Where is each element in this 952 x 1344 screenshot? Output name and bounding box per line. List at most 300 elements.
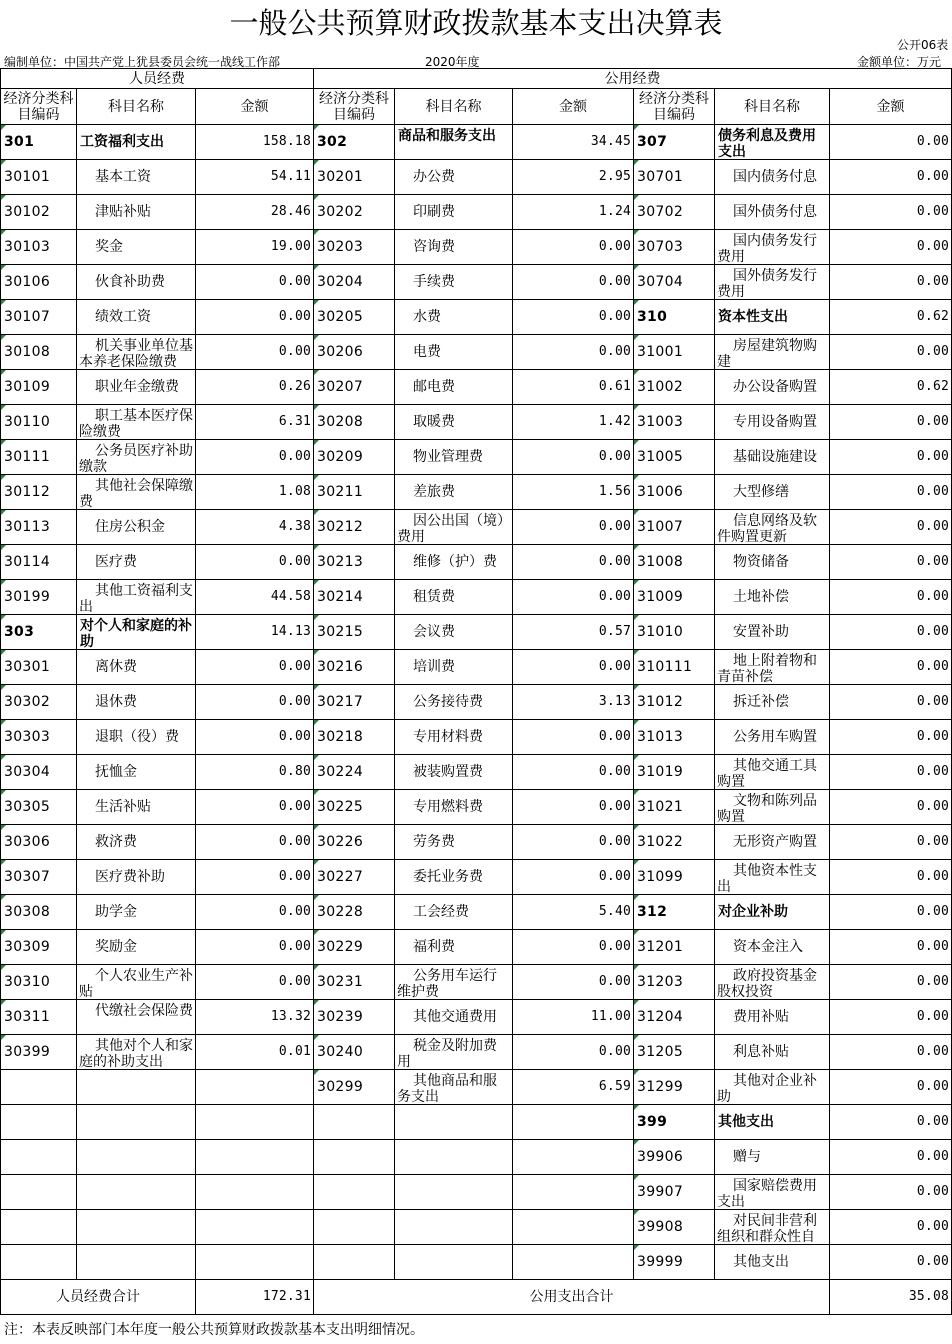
table-cell-amount: 0.00	[196, 335, 314, 370]
table-cell-amount: 0.00	[830, 790, 952, 825]
table-cell-name: 个人农业生产补贴	[77, 965, 196, 1000]
table-cell-code: 301	[0, 125, 77, 160]
table-cell-name: 公务用车购置	[715, 720, 830, 755]
col-header-code: 经济分类科目编码	[634, 89, 715, 125]
table-cell-amount: 6.31	[196, 405, 314, 440]
table-cell-name: 地上附着物和青苗补偿	[715, 650, 830, 685]
table-cell-name	[77, 1210, 196, 1245]
table-cell-code: 30307	[0, 860, 77, 895]
table-cell-amount: 0.00	[830, 160, 952, 195]
table-cell-name: 住房公积金	[77, 510, 196, 545]
table-cell-name: 专用燃料费	[395, 790, 513, 825]
table-cell-code: 31021	[634, 790, 715, 825]
table-cell-amount: 0.00	[513, 650, 634, 685]
table-cell-code: 30211	[314, 475, 395, 510]
col-header-name: 科目名称	[77, 89, 196, 125]
table-cell-code: 31012	[634, 685, 715, 720]
table-cell-code: 30113	[0, 510, 77, 545]
table-cell-amount: 0.00	[196, 545, 314, 580]
table-cell-code: 31019	[634, 755, 715, 790]
table-cell-amount: 0.00	[830, 755, 952, 790]
table-cell-name	[395, 1245, 513, 1280]
table-cell-code: 30226	[314, 825, 395, 860]
table-cell-name	[77, 1070, 196, 1105]
table-cell-code: 30111	[0, 440, 77, 475]
table-cell-name: 被装购置费	[395, 755, 513, 790]
table-cell-amount: 0.00	[830, 335, 952, 370]
table-cell-amount: 34.45	[513, 125, 634, 160]
table-cell-name: 抚恤金	[77, 755, 196, 790]
table-cell-amount: 44.58	[196, 580, 314, 615]
table-cell-name: 其他资本性支出	[715, 860, 830, 895]
table-cell-code	[0, 1070, 77, 1105]
table-cell-code: 30303	[0, 720, 77, 755]
table-cell-amount: 0.00	[830, 720, 952, 755]
table-cell-amount: 0.00	[196, 650, 314, 685]
table-cell-amount	[196, 1140, 314, 1175]
table-cell-name: 国内债务发行费用	[715, 230, 830, 265]
table-cell-amount: 0.00	[196, 860, 314, 895]
table-cell-code: 30206	[314, 335, 395, 370]
table-cell-name: 奖金	[77, 230, 196, 265]
table-cell-amount: 0.00	[830, 195, 952, 230]
table-cell-code: 30240	[314, 1035, 395, 1070]
table-cell-code	[0, 1140, 77, 1175]
table-cell-code: 31205	[634, 1035, 715, 1070]
table-cell-code: 30701	[634, 160, 715, 195]
table-cell-amount: 0.00	[196, 685, 314, 720]
table-cell-code: 30209	[314, 440, 395, 475]
table-cell-code: 310111	[634, 650, 715, 685]
table-cell-code: 31009	[634, 580, 715, 615]
table-cell-name: 其他对个人和家庭的补助支出	[77, 1035, 196, 1070]
table-cell-amount: 0.00	[830, 615, 952, 650]
table-cell-name: 利息补贴	[715, 1035, 830, 1070]
table-cell-amount: 0.00	[830, 125, 952, 160]
table-cell-amount: 1.24	[513, 195, 634, 230]
section-personnel: 人员经费	[0, 68, 314, 89]
table-cell-name: 土地补偿	[715, 580, 830, 615]
table-cell-code: 39999	[634, 1245, 715, 1280]
table-cell-amount: 0.00	[513, 790, 634, 825]
table-cell-name: 对民间非营利组织和群众性自	[715, 1210, 830, 1245]
table-cell-name: 手续费	[395, 265, 513, 300]
public-total-value: 35.08	[830, 1280, 952, 1315]
table-cell-amount	[513, 1105, 634, 1140]
table-cell-amount: 0.62	[830, 300, 952, 335]
table-cell-amount: 0.00	[830, 1210, 952, 1245]
table-cell-amount: 0.00	[196, 930, 314, 965]
table-cell-code: 30231	[314, 965, 395, 1000]
table-cell-amount	[196, 1245, 314, 1280]
table-cell-name: 会议费	[395, 615, 513, 650]
table-cell-code: 30114	[0, 545, 77, 580]
table-cell-code: 31002	[634, 370, 715, 405]
table-cell-code: 30213	[314, 545, 395, 580]
table-cell-name: 商品和服务支出	[395, 125, 513, 160]
table-cell-name: 专用设备购置	[715, 405, 830, 440]
table-cell-code: 30224	[314, 755, 395, 790]
table-cell-name: 因公出国（境）费用	[395, 510, 513, 545]
table-cell-name: 税金及附加费用	[395, 1035, 513, 1070]
table-cell-amount: 0.00	[196, 895, 314, 930]
table-cell-amount: 0.00	[196, 825, 314, 860]
table-cell-amount: 14.13	[196, 615, 314, 650]
table-cell-amount: 0.00	[513, 300, 634, 335]
table-cell-amount	[196, 1210, 314, 1245]
table-cell-amount: 5.40	[513, 895, 634, 930]
compiling-unit: 编制单位：中国共产党上犹县委员会统一战线工作部	[4, 55, 281, 69]
table-cell-code: 30102	[0, 195, 77, 230]
table-cell-amount: 0.00	[830, 510, 952, 545]
table-cell-code: 310	[634, 300, 715, 335]
table-cell-code: 31013	[634, 720, 715, 755]
table-cell-name	[395, 1210, 513, 1245]
table-cell-name: 生活补贴	[77, 790, 196, 825]
table-cell-amount: 19.00	[196, 230, 314, 265]
table-cell-amount: 0.00	[830, 230, 952, 265]
table-cell-name: 资本性支出	[715, 300, 830, 335]
table-cell-code: 30229	[314, 930, 395, 965]
table-cell-name: 离休费	[77, 650, 196, 685]
table-cell-code: 30227	[314, 860, 395, 895]
table-cell-name: 退职（役）费	[77, 720, 196, 755]
table-cell-code: 30306	[0, 825, 77, 860]
table-cell-amount	[196, 1105, 314, 1140]
table-cell-name: 其他支出	[715, 1105, 830, 1140]
table-cell-code	[314, 1175, 395, 1210]
table-cell-name: 助学金	[77, 895, 196, 930]
table-cell-code: 31299	[634, 1070, 715, 1105]
table-cell-name: 无形资产购置	[715, 825, 830, 860]
table-cell-amount: 0.26	[196, 370, 314, 405]
personnel-total-value: 172.31	[196, 1280, 314, 1315]
table-cell-amount: 0.00	[513, 825, 634, 860]
table-cell-code: 307	[634, 125, 715, 160]
table-cell-code: 30225	[314, 790, 395, 825]
table-cell-code: 31204	[634, 1000, 715, 1035]
table-cell-name: 奖励金	[77, 930, 196, 965]
col-header-amount: 金额	[196, 89, 314, 125]
amount-unit: 金额单位：万元	[857, 55, 942, 69]
table-cell-amount: 1.42	[513, 405, 634, 440]
table-cell-code: 31005	[634, 440, 715, 475]
table-cell-name: 工资福利支出	[77, 125, 196, 160]
table-cell-name: 其他对企业补助	[715, 1070, 830, 1105]
table-cell-amount: 11.00	[513, 1000, 634, 1035]
table-cell-amount: 0.00	[196, 440, 314, 475]
table-cell-code: 31022	[634, 825, 715, 860]
table-cell-amount: 0.80	[196, 755, 314, 790]
table-cell-code: 30310	[0, 965, 77, 1000]
table-cell-name: 其他社会保障缴费	[77, 475, 196, 510]
table-cell-name	[395, 1175, 513, 1210]
table-cell-name	[77, 1245, 196, 1280]
table-cell-amount: 0.00	[830, 825, 952, 860]
table-cell-name: 费用补贴	[715, 1000, 830, 1035]
table-cell-code: 30101	[0, 160, 77, 195]
table-cell-amount: 0.00	[830, 405, 952, 440]
table-cell-name	[77, 1140, 196, 1175]
table-cell-code: 39906	[634, 1140, 715, 1175]
table-cell-amount: 0.00	[196, 265, 314, 300]
table-cell-name: 邮电费	[395, 370, 513, 405]
table-cell-name: 劳务费	[395, 825, 513, 860]
table-cell-amount: 0.00	[830, 1140, 952, 1175]
table-cell-name: 救济费	[77, 825, 196, 860]
table-cell-amount: 0.00	[513, 335, 634, 370]
table-cell-code: 30216	[314, 650, 395, 685]
table-cell-amount: 0.00	[830, 440, 952, 475]
table-cell-code: 30109	[0, 370, 77, 405]
table-cell-code: 30203	[314, 230, 395, 265]
table-cell-code: 30214	[314, 580, 395, 615]
table-cell-amount: 0.00	[830, 650, 952, 685]
col-header-name: 科目名称	[715, 89, 830, 125]
table-cell-name: 机关事业单位基本养老保险缴费	[77, 335, 196, 370]
table-cell-amount: 0.00	[513, 930, 634, 965]
table-cell-amount	[513, 1210, 634, 1245]
table-cell-code: 31201	[634, 930, 715, 965]
table-cell-name: 公务用车运行维护费	[395, 965, 513, 1000]
table-cell-name: 国外债务付息	[715, 195, 830, 230]
table-cell-code	[314, 1245, 395, 1280]
table-cell-amount: 0.00	[513, 720, 634, 755]
table-cell-code: 30311	[0, 1000, 77, 1035]
table-cell-amount: 54.11	[196, 160, 314, 195]
expenditure-table	[0, 68, 952, 1316]
table-cell-name: 伙食补助费	[77, 265, 196, 300]
table-cell-code: 30110	[0, 405, 77, 440]
table-cell-name: 办公设备购置	[715, 370, 830, 405]
table-cell-amount: 0.01	[196, 1035, 314, 1070]
table-cell-name: 工会经费	[395, 895, 513, 930]
table-cell-amount: 158.18	[196, 125, 314, 160]
table-cell-code: 30204	[314, 265, 395, 300]
table-cell-amount: 0.00	[196, 300, 314, 335]
table-cell-code	[0, 1245, 77, 1280]
table-cell-code: 399	[634, 1105, 715, 1140]
table-cell-code: 30207	[314, 370, 395, 405]
table-cell-amount: 0.00	[830, 475, 952, 510]
table-cell-amount: 0.00	[513, 230, 634, 265]
table-cell-name: 债务利息及费用支出	[715, 125, 830, 160]
table-cell-code: 31203	[634, 965, 715, 1000]
table-cell-name: 拆迁补偿	[715, 685, 830, 720]
table-cell-amount	[513, 1175, 634, 1210]
table-cell-name: 物资储备	[715, 545, 830, 580]
table-cell-name: 维修（护）费	[395, 545, 513, 580]
col-header-amount: 金额	[830, 89, 952, 125]
table-cell-amount: 0.00	[513, 580, 634, 615]
table-cell-code: 30703	[634, 230, 715, 265]
table-cell-code: 31006	[634, 475, 715, 510]
table-cell-code: 30302	[0, 685, 77, 720]
table-cell-amount: 2.95	[513, 160, 634, 195]
table-cell-code: 31010	[634, 615, 715, 650]
table-cell-name: 资本金注入	[715, 930, 830, 965]
table-cell-code: 30299	[314, 1070, 395, 1105]
table-cell-code: 312	[634, 895, 715, 930]
table-cell-name: 绩效工资	[77, 300, 196, 335]
table-cell-code: 31007	[634, 510, 715, 545]
table-cell-amount	[196, 1175, 314, 1210]
table-cell-code	[0, 1105, 77, 1140]
table-cell-amount: 0.00	[513, 755, 634, 790]
table-cell-code: 30308	[0, 895, 77, 930]
table-cell-amount: 0.00	[830, 1000, 952, 1035]
table-cell-amount: 0.00	[513, 440, 634, 475]
table-cell-code	[314, 1105, 395, 1140]
table-cell-code: 31003	[634, 405, 715, 440]
table-cell-code: 30208	[314, 405, 395, 440]
table-cell-amount: 0.62	[830, 370, 952, 405]
table-cell-amount: 0.00	[513, 510, 634, 545]
table-cell-name: 咨询费	[395, 230, 513, 265]
table-cell-amount: 0.00	[513, 265, 634, 300]
table-cell-name	[77, 1175, 196, 1210]
table-cell-amount: 4.38	[196, 510, 314, 545]
table-cell-code: 30215	[314, 615, 395, 650]
col-header-name: 科目名称	[395, 89, 513, 125]
table-cell-name: 培训费	[395, 650, 513, 685]
table-cell-amount	[513, 1140, 634, 1175]
table-cell-amount: 0.00	[830, 1105, 952, 1140]
table-cell-code: 30108	[0, 335, 77, 370]
table-cell-code: 30212	[314, 510, 395, 545]
table-cell-amount: 0.00	[830, 895, 952, 930]
table-cell-name: 基础设施建设	[715, 440, 830, 475]
table-cell-name: 其他工资福利支出	[77, 580, 196, 615]
table-cell-code: 30305	[0, 790, 77, 825]
table-cell-name: 其他交通费用	[395, 1000, 513, 1035]
table-cell-name	[77, 1105, 196, 1140]
table-cell-name: 津贴补贴	[77, 195, 196, 230]
public-total-label: 公用支出合计	[314, 1280, 830, 1315]
table-cell-amount: 0.00	[830, 265, 952, 300]
table-cell-code: 30202	[314, 195, 395, 230]
table-cell-name: 印刷费	[395, 195, 513, 230]
table-cell-code: 30217	[314, 685, 395, 720]
table-cell-amount: 0.00	[830, 545, 952, 580]
table-cell-name: 办公费	[395, 160, 513, 195]
table-cell-code: 30103	[0, 230, 77, 265]
table-cell-amount: 0.61	[513, 370, 634, 405]
table-cell-amount: 0.00	[830, 1070, 952, 1105]
table-cell-name: 代缴社会保险费	[77, 1000, 196, 1035]
table-cell-name: 大型修缮	[715, 475, 830, 510]
table-cell-name: 政府投资基金股权投资	[715, 965, 830, 1000]
table-cell-amount: 0.00	[830, 965, 952, 1000]
table-cell-name: 其他商品和服务支出	[395, 1070, 513, 1105]
table-cell-name: 水费	[395, 300, 513, 335]
table-cell-code	[314, 1210, 395, 1245]
table-cell-amount: 0.57	[513, 615, 634, 650]
table-cell-code: 31001	[634, 335, 715, 370]
table-cell-code: 30399	[0, 1035, 77, 1070]
table-cell-name: 信息网络及软件购置更新	[715, 510, 830, 545]
table-cell-name: 其他支出	[715, 1245, 830, 1280]
section-public: 公用经费	[314, 68, 952, 89]
table-cell-amount: 1.56	[513, 475, 634, 510]
table-cell-name: 医疗费补助	[77, 860, 196, 895]
table-cell-code: 30218	[314, 720, 395, 755]
table-cell-code: 302	[314, 125, 395, 160]
table-cell-name: 职工基本医疗保险缴费	[77, 405, 196, 440]
fiscal-year: 2020年度	[425, 55, 480, 69]
table-cell-amount: 0.00	[513, 965, 634, 1000]
table-cell-name: 职业年金缴费	[77, 370, 196, 405]
table-cell-code: 30704	[634, 265, 715, 300]
table-cell-code: 30304	[0, 755, 77, 790]
form-code: 公开06表	[897, 38, 949, 52]
table-cell-amount: 0.00	[830, 1035, 952, 1070]
table-cell-code: 30228	[314, 895, 395, 930]
table-cell-name: 委托业务费	[395, 860, 513, 895]
table-cell-name: 基本工资	[77, 160, 196, 195]
table-cell-code: 30201	[314, 160, 395, 195]
table-cell-amount	[513, 1245, 634, 1280]
table-cell-amount: 0.00	[830, 930, 952, 965]
table-cell-name: 国内债务付息	[715, 160, 830, 195]
table-cell-name: 安置补助	[715, 615, 830, 650]
col-header-code: 经济分类科目编码	[314, 89, 395, 125]
table-cell-name: 其他交通工具购置	[715, 755, 830, 790]
table-note: 注：本表反映部门本年度一般公共预算财政拨款基本支出明细情况。	[4, 1322, 424, 1338]
table-cell-name: 专用材料费	[395, 720, 513, 755]
table-cell-amount: 3.13	[513, 685, 634, 720]
table-cell-amount: 0.00	[513, 1035, 634, 1070]
table-cell-name	[395, 1140, 513, 1175]
table-cell-amount: 0.00	[196, 790, 314, 825]
table-cell-code: 30205	[314, 300, 395, 335]
table-cell-code: 30301	[0, 650, 77, 685]
table-cell-name: 物业管理费	[395, 440, 513, 475]
table-cell-code: 31008	[634, 545, 715, 580]
table-cell-name: 福利费	[395, 930, 513, 965]
table-cell-amount: 6.59	[513, 1070, 634, 1105]
table-cell-code	[314, 1140, 395, 1175]
table-cell-code: 39908	[634, 1210, 715, 1245]
table-cell-amount: 1.08	[196, 475, 314, 510]
table-cell-amount: 0.00	[830, 1175, 952, 1210]
table-cell-code: 31099	[634, 860, 715, 895]
table-cell-name: 差旅费	[395, 475, 513, 510]
table-cell-code: 30107	[0, 300, 77, 335]
table-cell-name: 公务接待费	[395, 685, 513, 720]
table-cell-code	[0, 1210, 77, 1245]
table-cell-code: 30239	[314, 1000, 395, 1035]
table-cell-name: 国家赔偿费用支出	[715, 1175, 830, 1210]
table-cell-code: 303	[0, 615, 77, 650]
table-cell-amount: 0.00	[830, 685, 952, 720]
table-cell-code	[0, 1175, 77, 1210]
table-cell-amount: 0.00	[513, 860, 634, 895]
page-title: 一般公共预算财政拨款基本支出决算表	[229, 6, 723, 40]
table-cell-code: 30106	[0, 265, 77, 300]
table-cell-amount: 0.00	[830, 1245, 952, 1280]
table-cell-name: 对个人和家庭的补助	[77, 615, 196, 650]
table-cell-name: 取暖费	[395, 405, 513, 440]
table-cell-code: 30112	[0, 475, 77, 510]
table-cell-amount: 0.00	[830, 860, 952, 895]
col-header-amount: 金额	[513, 89, 634, 125]
personnel-total-label: 人员经费合计	[0, 1280, 196, 1315]
table-cell-name: 对企业补助	[715, 895, 830, 930]
table-cell-name: 赠与	[715, 1140, 830, 1175]
table-cell-amount: 13.32	[196, 1000, 314, 1035]
col-header-code: 经济分类科目编码	[0, 89, 77, 125]
